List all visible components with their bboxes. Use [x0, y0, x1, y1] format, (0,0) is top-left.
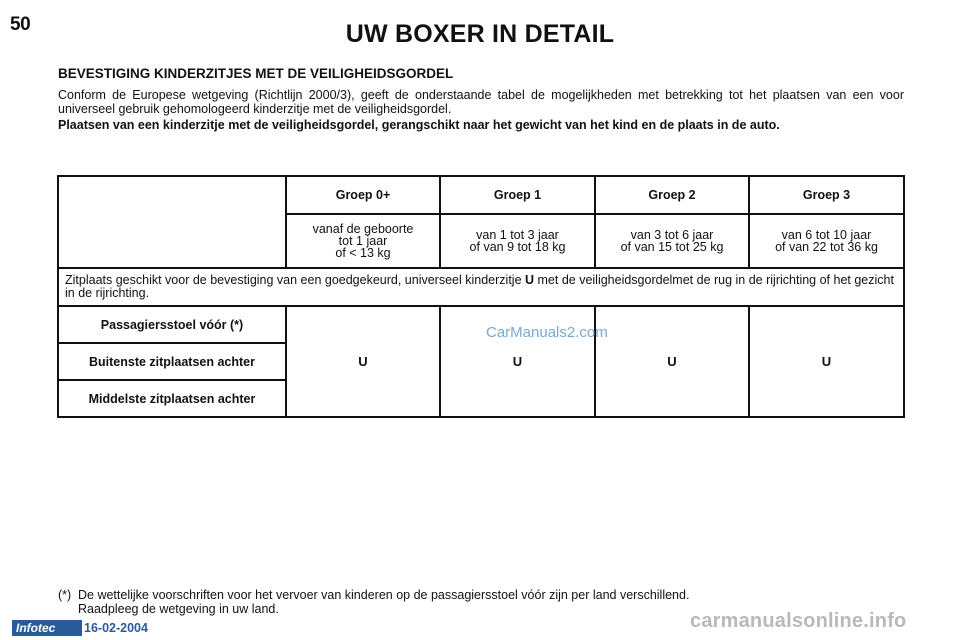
footnote-marker: (*) [58, 588, 72, 602]
group-header: Groep 2 [595, 176, 749, 214]
seat-label: Middelste zitplaatsen achter [58, 380, 286, 417]
watermark: CarManuals2.com [486, 324, 608, 341]
seat-row [58, 306, 904, 343]
table-note-row [58, 268, 904, 306]
footnote-line: Raadpleeg de wetgeving in uw land. [78, 602, 279, 616]
group-header-row [58, 176, 904, 214]
table-note-text: Zitplaats geschikt voor de bevestiging van een goedgekeurd, universeel kinderzitje [65, 273, 525, 287]
page-title: UW BOXER IN DETAIL [345, 20, 615, 48]
intro-bold-paragraph: Plaatsen van een kinderzitje met de veiligheidsgordel, gerangschikt naar het gewicht van het kind en de plaats in de auto. [58, 118, 780, 132]
footer-date: 16-02-2004 [84, 621, 148, 635]
group-description [749, 214, 904, 268]
table-note-u: U [525, 273, 535, 287]
group-description [440, 214, 595, 268]
group-description-line: of van 15 tot 25 kg [620, 240, 724, 254]
page-number: 50 [10, 14, 31, 35]
group-description-line: van 6 tot 10 jaar [781, 228, 872, 242]
group-description-line: tot 1 jaar [338, 234, 388, 248]
group-header: Groep 3 [749, 176, 904, 214]
footnote-line: De wettelijke voorschriften voor het vervoer van kinderen op de passagiersstoel vóór zijn per land verschillend. [78, 588, 690, 602]
group-header: Groep 1 [440, 176, 595, 214]
seat-value: U [440, 306, 595, 417]
seat-value: U [595, 306, 749, 417]
group-header: Groep 0+ [286, 176, 440, 214]
table-note-text: met de veiligheidsgordelmet de rug in de rijrichting of het gezicht in de rijrichting. [65, 273, 894, 300]
child-seat-table [57, 175, 905, 418]
group-description-line: of van 9 tot 18 kg [469, 240, 566, 254]
group-description-line: van 3 tot 6 jaar [630, 228, 714, 242]
seat-label: Buitenste zitplaatsen achter [58, 343, 286, 380]
footer-site-watermark: carmanualsonline.info [690, 610, 907, 632]
infotec-logo: Infotec [12, 620, 82, 636]
section-heading: BEVESTIGING KINDERZITJES MET DE VEILIGHEIDSGORDEL [58, 66, 454, 81]
seat-label: Passagiersstoel vóór (*) [58, 306, 286, 343]
group-description-line: van 1 tot 3 jaar [476, 228, 559, 242]
group-description [595, 214, 749, 268]
group-description-line: of van 22 tot 36 kg [775, 240, 878, 254]
table-corner-cell [58, 176, 286, 268]
group-description-line: vanaf de geboorte [312, 222, 414, 236]
seat-value: U [749, 306, 904, 417]
group-description-line: of < 13 kg [335, 246, 391, 260]
seat-value: U [286, 306, 440, 417]
group-description [286, 214, 440, 268]
table-note [58, 268, 904, 306]
intro-paragraph: Conform de Europese wetgeving (Richtlijn 2000/3), geeft de onderstaande tabel de mogelijkheden met betrekking tot het plaatsen van een voor universeel gebruik gehomologeerd kinderzitje met de veiligheidsgordel. [58, 88, 904, 116]
